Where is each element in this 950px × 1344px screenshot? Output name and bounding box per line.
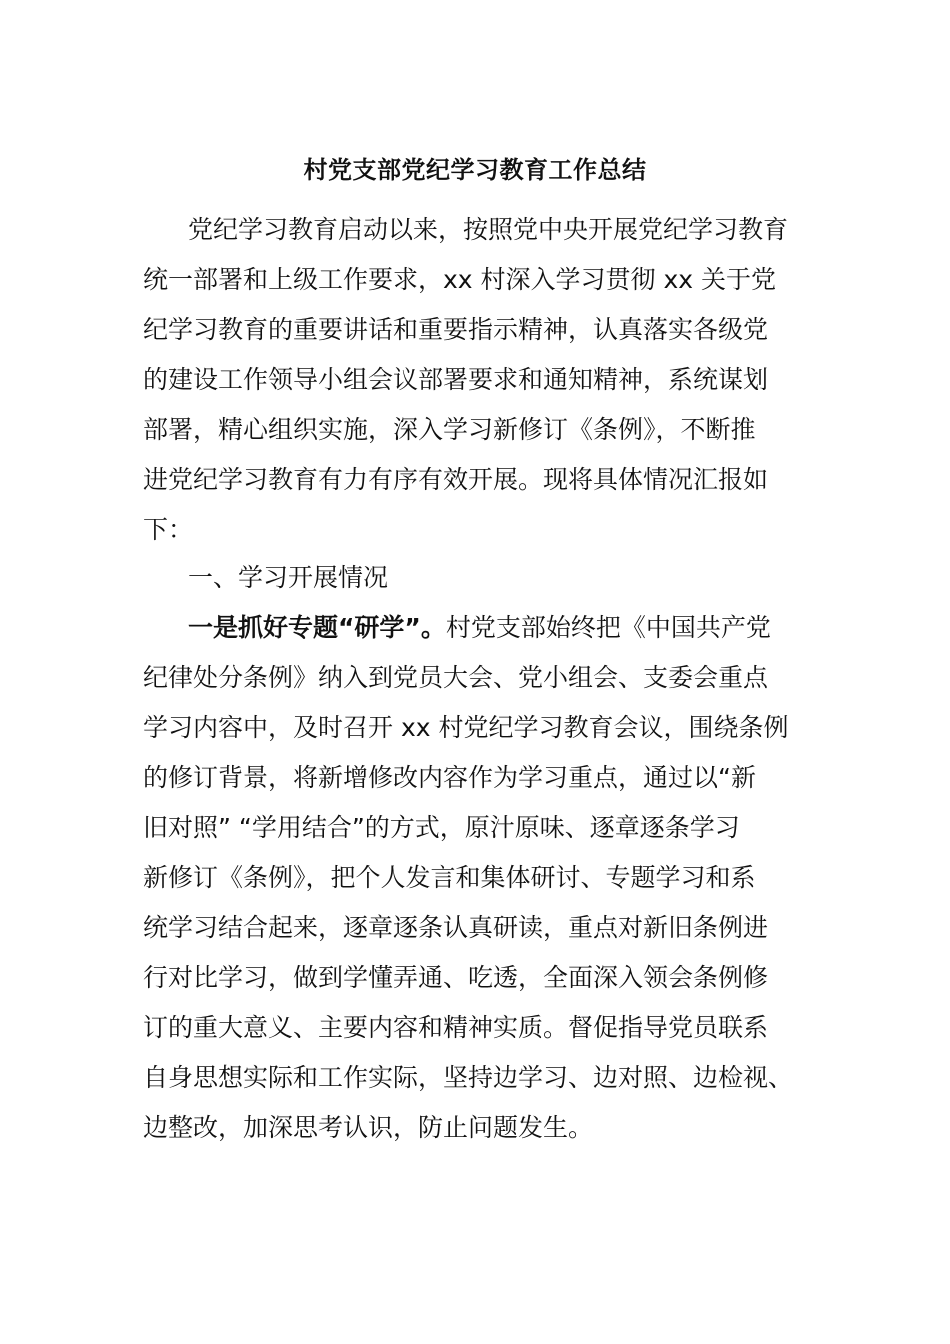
intro-line: 下：	[143, 515, 194, 544]
section-line: 的修订背景，将新增修改内容作为学习重点，通过以“新	[143, 763, 756, 792]
section-line: 自身思想实际和工作实际，坚持边学习、边对照、边检视、	[143, 1063, 794, 1092]
intro-paragraph	[143, 205, 803, 555]
section-line: 旧对照” “学用结合”的方式，原汁原味、逐章逐条学习	[143, 813, 740, 842]
section-line: 边整改，加深思考认识，防止问题发生。	[143, 1113, 594, 1142]
document-title: 村党支部党纪学习教育工作总结	[303, 156, 647, 184]
section-line: 纪律处分条例》纳入到党员大会、党小组会、支委会重点	[143, 663, 769, 692]
section-heading: 一、学习开展情况	[188, 563, 389, 592]
intro-line: 进党纪学习教育有力有序有效开展。现将具体情况汇报如	[143, 465, 769, 494]
intro-line: 党纪学习教育启动以来，按照党中央开展党纪学习教育	[188, 215, 789, 244]
intro-line: 统一部署和上级工作要求，xx 村深入学习贯彻 xx 关于党	[143, 265, 777, 294]
section-line: 一是抓好专题“研学”。村党支部始终把《中国共产党	[188, 613, 771, 642]
section-line: 学习内容中，及时召开 xx 村党纪学习教育会议，围绕条例	[143, 713, 789, 742]
section-paragraph	[143, 603, 803, 1153]
intro-line: 的建设工作领导小组会议部署要求和通知精神，系统谋划	[143, 365, 769, 394]
intro-line: 纪学习教育的重要讲话和重要指示精神，认真落实各级党	[143, 315, 769, 344]
section-line: 新修订《条例》，把个人发言和集体研讨、专题学习和系	[143, 863, 756, 892]
section-line: 订的重大意义、主要内容和精神实质。督促指导党员联系	[143, 1013, 769, 1042]
section-line: 统学习结合起来，逐章逐条认真研读，重点对新旧条例进	[143, 913, 769, 942]
intro-line: 部署，精心组织实施，深入学习新修订《条例》，不断推	[143, 415, 756, 444]
section-line: 行对比学习，做到学懂弄通、吃透，全面深入领会条例修	[143, 963, 769, 992]
lead-phrase: 一是抓好专题“研学”。	[188, 613, 446, 642]
